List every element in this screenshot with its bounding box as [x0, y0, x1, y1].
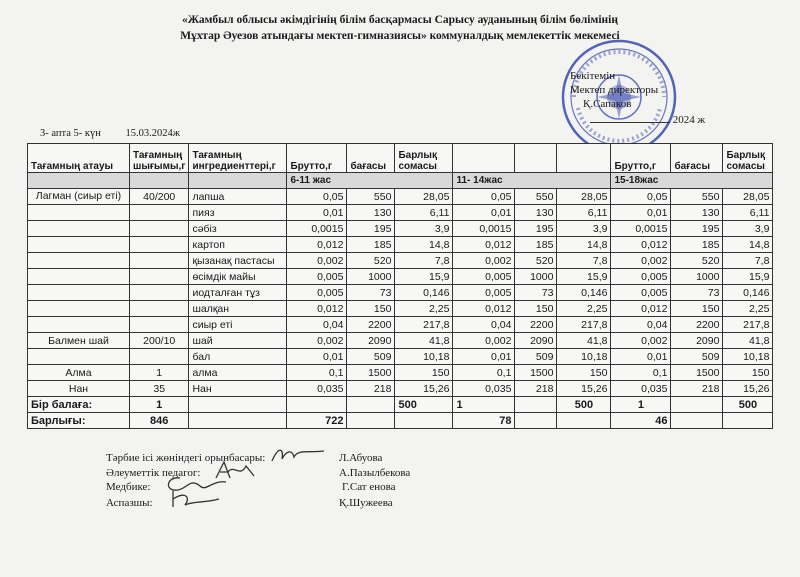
table-row [28, 349, 773, 365]
cell-g2: 0,002 [453, 333, 515, 349]
table-row [28, 237, 773, 253]
cell-p1: 218 [347, 381, 395, 397]
cell-g3: 0,04 [611, 317, 671, 333]
cell-g1: 0,04 [287, 317, 347, 333]
cell-p3: 73 [671, 285, 723, 301]
col-total: Барлық сомасы [395, 144, 453, 173]
cell-t3: 15,26 [723, 381, 773, 397]
age-group-1: 6-11 жас [287, 173, 453, 189]
cell-p3: 130 [671, 205, 723, 221]
cell-g2: 0,01 [453, 349, 515, 365]
cell-p1: 1500 [347, 365, 395, 381]
per-child-v1: 500 [395, 397, 453, 413]
cell-t2: 15,9 [557, 269, 611, 285]
cell-g1: 0,05 [287, 189, 347, 205]
cell-p1: 520 [347, 253, 395, 269]
cell-g2: 0,1 [453, 365, 515, 381]
cell-p3: 185 [671, 237, 723, 253]
cell-dish [28, 317, 130, 333]
col-dish: Тағамның атауы [28, 144, 130, 173]
cell-dish [28, 301, 130, 317]
cell-dish [28, 349, 130, 365]
cell-p1: 130 [347, 205, 395, 221]
cell-p3: 520 [671, 253, 723, 269]
cell-t3: 7,8 [723, 253, 773, 269]
cell-p3: 550 [671, 189, 723, 205]
cell-yield [130, 205, 189, 221]
cell-g1: 0,01 [287, 349, 347, 365]
cell-g2: 0,05 [453, 189, 515, 205]
cell-g3: 0,05 [611, 189, 671, 205]
cell-dish [28, 253, 130, 269]
cell-dish: Алма [28, 365, 130, 381]
cell-p1: 2200 [347, 317, 395, 333]
table-row [28, 317, 773, 333]
per-child-row [28, 397, 773, 413]
cell-t2: 6,11 [557, 205, 611, 221]
cell-g1: 0,01 [287, 205, 347, 221]
cell-p1: 150 [347, 301, 395, 317]
cell-t2: 217,8 [557, 317, 611, 333]
cell-ing: пияз [189, 205, 287, 221]
cell-g2: 0,012 [453, 237, 515, 253]
cell-t1: 15,9 [395, 269, 453, 285]
col-price-3: бағасы [671, 144, 723, 173]
cell-p1: 2090 [347, 333, 395, 349]
director-name: Қ.Сапаков [583, 98, 632, 110]
approve-year-text: 2024 ж [672, 114, 706, 126]
cell-p2: 185 [515, 237, 557, 253]
cell-p1: 195 [347, 221, 395, 237]
cell-t1: 2,25 [395, 301, 453, 317]
cell-p2: 2200 [515, 317, 557, 333]
cell-yield: 200/10 [130, 333, 189, 349]
table-row [28, 253, 773, 269]
signature-role-4: Аспазшы: [106, 497, 153, 509]
cell-g1: 0,012 [287, 301, 347, 317]
cell-p2: 195 [515, 221, 557, 237]
signature-name-1: Л.Абуова [339, 452, 383, 464]
cell-yield [130, 285, 189, 301]
signature-name-4: Қ.Шужеева [339, 497, 393, 509]
cell-g2: 0,005 [453, 285, 515, 301]
cell-t2: 2,25 [557, 301, 611, 317]
cell-g2: 0,01 [453, 205, 515, 221]
cell-t2: 3,9 [557, 221, 611, 237]
cell-t3: 150 [723, 365, 773, 381]
cell-t2: 14,8 [557, 237, 611, 253]
cell-g2: 0,012 [453, 301, 515, 317]
table-row [28, 189, 773, 205]
per-child-yield: 1 [130, 397, 189, 413]
cell-ing: лапша [189, 189, 287, 205]
cell-g3: 0,005 [611, 269, 671, 285]
cell-g3: 0,01 [611, 205, 671, 221]
cell-yield: 1 [130, 365, 189, 381]
col-yield: Тағамның шығымы,г [130, 144, 189, 173]
cell-t1: 10,18 [395, 349, 453, 365]
signature-role-3: Медбике: [106, 481, 151, 493]
cell-t3: 28,05 [723, 189, 773, 205]
per-child-label: Бір балаға: [28, 397, 130, 413]
cell-t2: 15,26 [557, 381, 611, 397]
col-ingredients: Тағамның ингредиенттері,г [189, 144, 287, 173]
table-row [28, 381, 773, 397]
cell-ing: қызанақ пастасы [189, 253, 287, 269]
cell-yield [130, 237, 189, 253]
age-group-3: 15-18жас [611, 173, 773, 189]
cell-p3: 2090 [671, 333, 723, 349]
date-line [40, 128, 202, 139]
cell-g2: 0,002 [453, 253, 515, 269]
cell-g3: 0,005 [611, 285, 671, 301]
cell-g3: 0,002 [611, 333, 671, 349]
total-label: Барлығы: [28, 413, 130, 429]
cell-dish: Лагман (сиыр еті) [28, 189, 130, 205]
cell-g3: 0,035 [611, 381, 671, 397]
cell-t3: 41,8 [723, 333, 773, 349]
cell-p3: 1500 [671, 365, 723, 381]
per-child-v5: 500 [723, 397, 773, 413]
cell-g1: 0,005 [287, 269, 347, 285]
total-v3: 46 [611, 413, 671, 429]
per-child-v2: 1 [453, 397, 515, 413]
approve-year [590, 114, 705, 126]
header-line-2: Мұхтар Әуезов атындағы мектеп-гимназиясы» коммуналдық мемлекеттік мекемесі [180, 30, 620, 42]
cell-yield [130, 221, 189, 237]
cell-yield [130, 269, 189, 285]
cell-g1: 0,035 [287, 381, 347, 397]
cell-p2: 520 [515, 253, 557, 269]
cell-g2: 0,0015 [453, 221, 515, 237]
cell-yield [130, 349, 189, 365]
cell-p2: 1000 [515, 269, 557, 285]
total-yield: 846 [130, 413, 189, 429]
cell-p3: 150 [671, 301, 723, 317]
col-gross-3: Брутто,г [611, 144, 671, 173]
cell-t1: 150 [395, 365, 453, 381]
cell-dish [28, 221, 130, 237]
cell-g2: 0,035 [453, 381, 515, 397]
cell-dish: Нан [28, 381, 130, 397]
cell-ing: шай [189, 333, 287, 349]
menu-date: 15.03.2024ж [125, 128, 180, 139]
signature-name-3: Г.Сат енова [342, 481, 396, 493]
cell-g1: 0,1 [287, 365, 347, 381]
total-row [28, 413, 773, 429]
cell-t3: 6,11 [723, 205, 773, 221]
cell-t2: 150 [557, 365, 611, 381]
cell-yield: 40/200 [130, 189, 189, 205]
signature-role-1: Тәрбие ісі жөніндегі орынбасары: [106, 452, 266, 464]
cell-p1: 1000 [347, 269, 395, 285]
cell-yield [130, 253, 189, 269]
cell-ing: Нан [189, 381, 287, 397]
handwritten-signature-icon [165, 487, 225, 511]
cell-ing: сәбіз [189, 221, 287, 237]
cell-t3: 0,146 [723, 285, 773, 301]
cell-p2: 509 [515, 349, 557, 365]
cell-ing: шалқан [189, 301, 287, 317]
cell-p1: 185 [347, 237, 395, 253]
cell-p3: 509 [671, 349, 723, 365]
cell-g2: 0,04 [453, 317, 515, 333]
cell-p1: 73 [347, 285, 395, 301]
cell-p1: 509 [347, 349, 395, 365]
signature-name-2: А.Пазылбекова [339, 467, 411, 479]
cell-t3: 3,9 [723, 221, 773, 237]
cell-t2: 41,8 [557, 333, 611, 349]
cell-t2: 7,8 [557, 253, 611, 269]
cell-p2: 218 [515, 381, 557, 397]
age-row [28, 173, 773, 189]
cell-t1: 7,8 [395, 253, 453, 269]
cell-t1: 41,8 [395, 333, 453, 349]
signature-role-2: Әлеуметтік педагог: [106, 467, 201, 479]
cell-p2: 550 [515, 189, 557, 205]
handwritten-signature-icon [268, 443, 328, 467]
table-row [28, 301, 773, 317]
cell-t1: 0,146 [395, 285, 453, 301]
cell-t2: 28,05 [557, 189, 611, 205]
cell-t2: 0,146 [557, 285, 611, 301]
director-title: Мектеп директоры [570, 84, 659, 96]
cell-ing: алма [189, 365, 287, 381]
cell-dish [28, 237, 130, 253]
menu-table [27, 143, 773, 429]
cell-p1: 550 [347, 189, 395, 205]
cell-t2: 10,18 [557, 349, 611, 365]
col-price: бағасы [347, 144, 395, 173]
cell-g1: 0,012 [287, 237, 347, 253]
cell-p2: 1500 [515, 365, 557, 381]
cell-g1: 0,005 [287, 285, 347, 301]
cell-t1: 14,8 [395, 237, 453, 253]
cell-p2: 150 [515, 301, 557, 317]
cell-t3: 14,8 [723, 237, 773, 253]
col-total-3: Барлық сомасы [723, 144, 773, 173]
cell-t1: 6,11 [395, 205, 453, 221]
official-stamp-icon [560, 38, 678, 156]
total-v2: 78 [453, 413, 515, 429]
cell-yield: 35 [130, 381, 189, 397]
cell-p3: 218 [671, 381, 723, 397]
cell-dish [28, 205, 130, 221]
cell-g3: 0,1 [611, 365, 671, 381]
cell-g3: 0,012 [611, 237, 671, 253]
cell-g1: 0,002 [287, 253, 347, 269]
cell-g2: 0,005 [453, 269, 515, 285]
table-row [28, 269, 773, 285]
cell-g3: 0,0015 [611, 221, 671, 237]
cell-ing: картоп [189, 237, 287, 253]
cell-t1: 217,8 [395, 317, 453, 333]
cell-p2: 130 [515, 205, 557, 221]
cell-g3: 0,012 [611, 301, 671, 317]
col-gross: Брутто,г [287, 144, 347, 173]
table-row [28, 221, 773, 237]
cell-t1: 3,9 [395, 221, 453, 237]
age-group-2: 11- 14жас [453, 173, 611, 189]
cell-p2: 2090 [515, 333, 557, 349]
per-child-v3: 500 [557, 397, 611, 413]
header-line-1: «Жамбыл облысы әкімдігінің білім басқармасы Сарысу ауданының білім бөлімінің [182, 14, 618, 26]
cell-dish [28, 285, 130, 301]
cell-t3: 15,9 [723, 269, 773, 285]
cell-dish: Балмен шай [28, 333, 130, 349]
cell-t3: 217,8 [723, 317, 773, 333]
table-row [28, 205, 773, 221]
table-row [28, 365, 773, 381]
cell-ing: бал [189, 349, 287, 365]
week-day: 3- апта 5- күн [40, 128, 101, 139]
table-row [28, 285, 773, 301]
cell-p3: 2200 [671, 317, 723, 333]
cell-p3: 195 [671, 221, 723, 237]
cell-p2: 73 [515, 285, 557, 301]
cell-yield [130, 301, 189, 317]
cell-t3: 2,25 [723, 301, 773, 317]
cell-dish [28, 269, 130, 285]
cell-g3: 0,002 [611, 253, 671, 269]
cell-t1: 28,05 [395, 189, 453, 205]
cell-t1: 15,26 [395, 381, 453, 397]
cell-ing: сиыр еті [189, 317, 287, 333]
cell-ing: өсімдік майы [189, 269, 287, 285]
menu-body [28, 189, 773, 397]
table-row [28, 333, 773, 349]
cell-g3: 0,01 [611, 349, 671, 365]
cell-ing: иодталған тұз [189, 285, 287, 301]
cell-g1: 0,0015 [287, 221, 347, 237]
approve-label: Бекітемін [570, 70, 616, 82]
cell-p3: 1000 [671, 269, 723, 285]
total-v1: 722 [287, 413, 347, 429]
cell-t3: 10,18 [723, 349, 773, 365]
cell-yield [130, 317, 189, 333]
per-child-v4: 1 [611, 397, 671, 413]
header-row [28, 144, 773, 173]
cell-g1: 0,002 [287, 333, 347, 349]
